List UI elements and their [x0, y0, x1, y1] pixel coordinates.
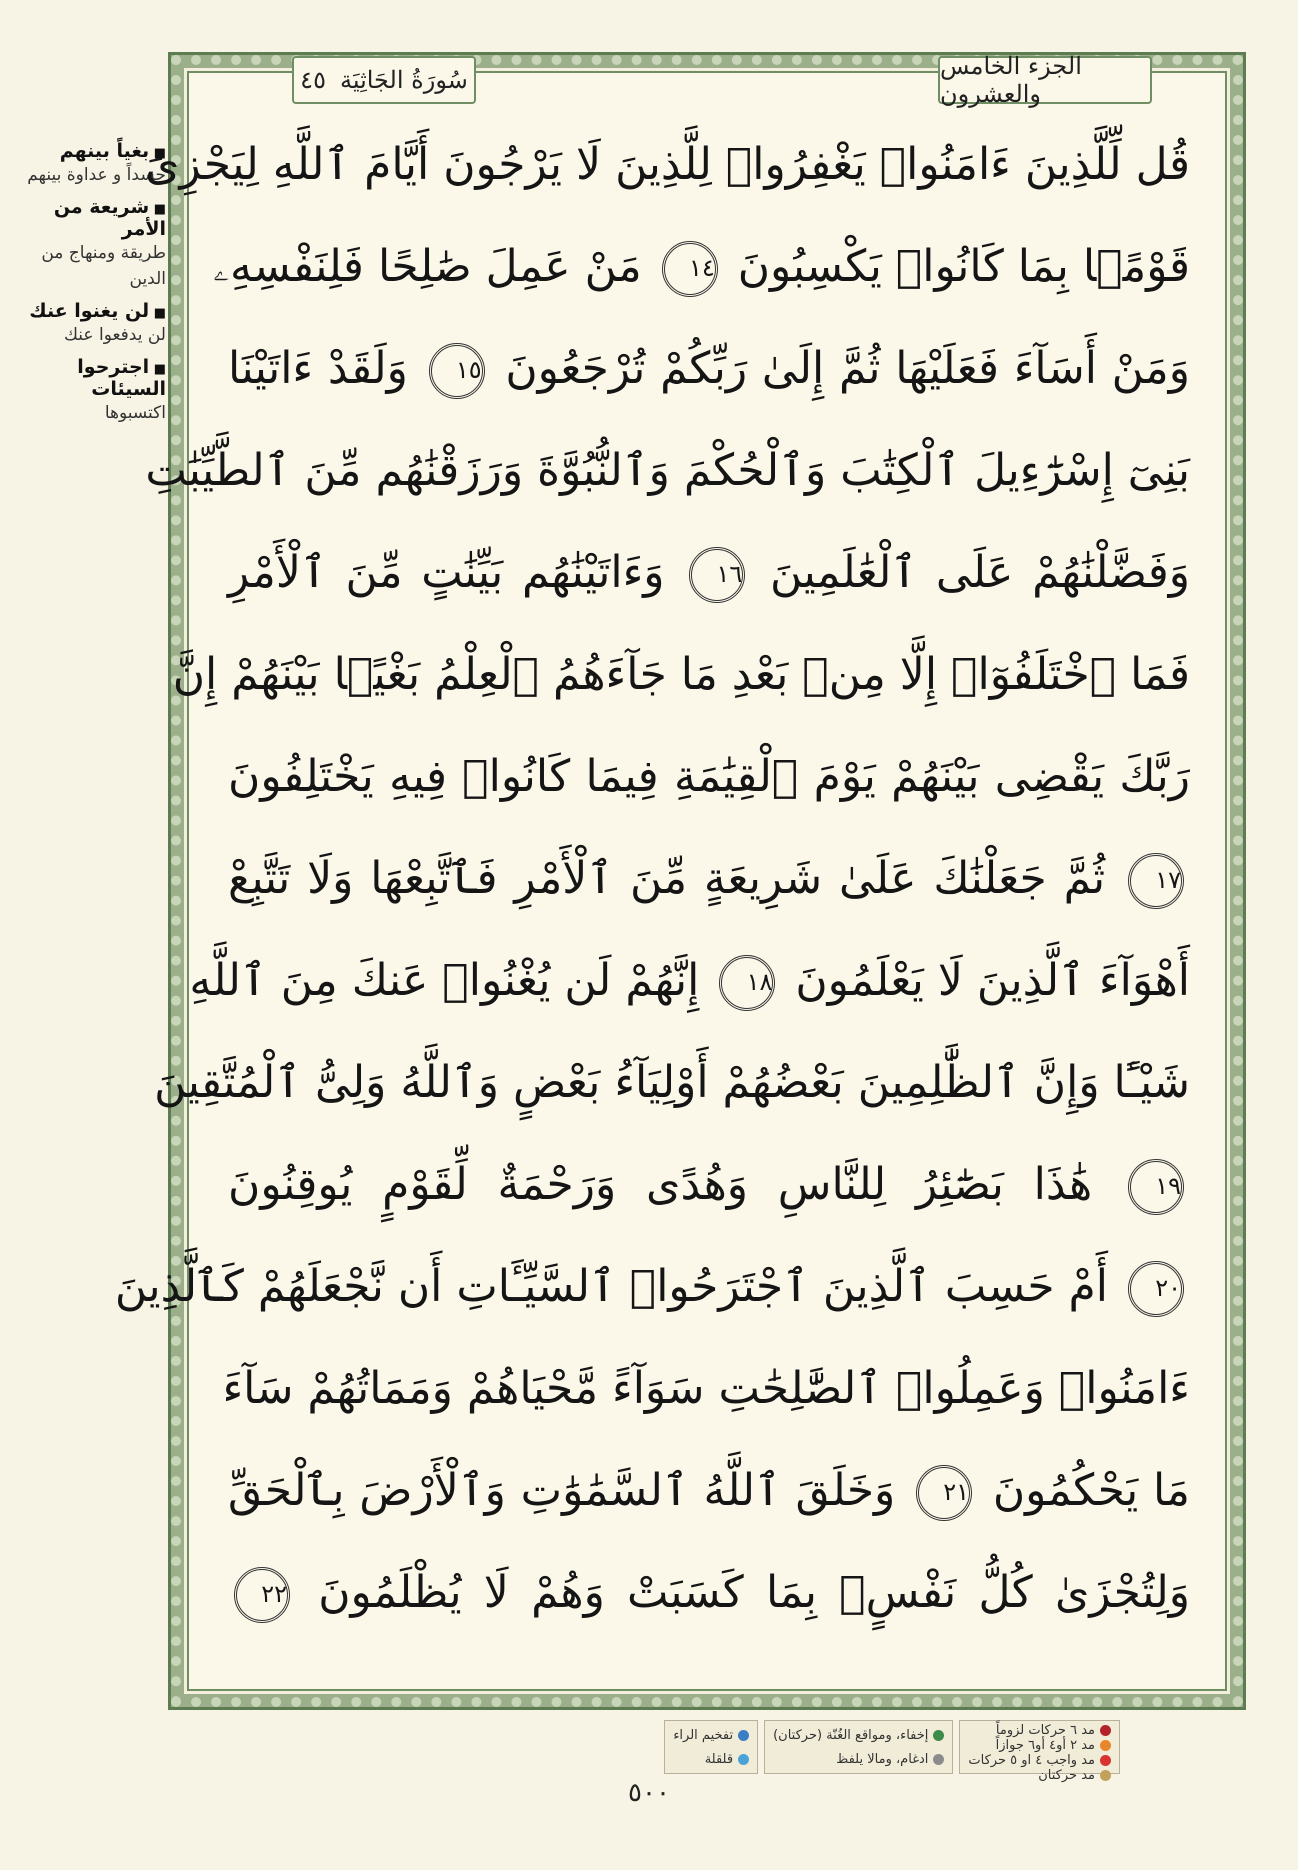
text-line: وَفَضَّلْنَٰهُمْ عَلَى ٱلْعَٰلَمِينَ ١٦ وَءَاتَيْنَٰهُم بَيِّنَٰتٍ مِّنَ ٱلْأَمْرِ	[228, 530, 1190, 616]
legend-item: مد واجب ٤ او ٥ حركات	[968, 1753, 1111, 1768]
note-gloss: اكتسبوها	[104, 403, 166, 423]
text-line: قُل لِّلَّذِينَ ءَامَنُوا۟ يَغْفِرُوا۟ لِلَّذِينَ لَا يَرْجُونَ أَيَّامَ ٱللَّهِ لِيَجْزِىَ	[145, 139, 1190, 190]
text-line: أَهْوَآءَ ٱلَّذِينَ لَا يَعْلَمُونَ ١٨ إِنَّهُمْ لَن يُغْنُوا۟ عَنكَ مِنَ ٱللَّهِ	[228, 938, 1190, 1024]
color-dot-icon	[933, 1754, 944, 1765]
color-dot-icon	[738, 1754, 749, 1765]
color-dot-icon	[1100, 1755, 1111, 1766]
legend-item: تفخيم الراء	[673, 1728, 749, 1743]
legend-box-madd	[959, 1720, 1120, 1783]
ayah-number-marker: ١٩	[1128, 1159, 1184, 1215]
margin-note	[10, 300, 166, 348]
juz-name: الجزء الخامس والعشرون	[940, 52, 1082, 108]
note-term: ■ بغياً بينهم	[10, 140, 166, 162]
margin-notes	[10, 140, 166, 434]
text-line: رَبَّكَ يَقْضِى بَيْنَهُمْ يَوْمَ ٱلْقِيَٰمَةِ فِيمَا كَانُوا۟ فِيهِ يَخْتَلِفُونَ	[228, 751, 1190, 802]
ayah-number-marker: ٢٠	[1128, 1261, 1184, 1317]
text-line: ٢٠ أَمْ حَسِبَ ٱلَّذِينَ ٱجْتَرَحُوا۟ ٱلسَّيِّـَٔاتِ أَن نَّجْعَلَهُمْ كَٱلَّذِينَ	[228, 1244, 1190, 1330]
note-term: ■ شريعة من الأمر	[10, 196, 166, 240]
note-term: ■ لن يغنوا عنك	[10, 300, 166, 322]
margin-note	[10, 140, 166, 188]
note-gloss: حسداً و عداوة بينهم	[27, 165, 166, 185]
text-line: مَا يَحْكُمُونَ ٢١ وَخَلَقَ ٱللَّهُ ٱلسَّمَٰوَٰتِ وَٱلْأَرْضَ بِٱلْحَقِّ	[228, 1448, 1190, 1534]
margin-note	[10, 356, 166, 426]
legend-box-ghunna	[764, 1720, 953, 1774]
legend-item: مد ٢ أو٤ أو٦ جوازاً	[968, 1738, 1111, 1753]
legend-box-tafkheem	[664, 1720, 758, 1774]
legend-item: إخفاء، ومواقع الغُنّة (حركتان)	[773, 1728, 944, 1743]
ayah-number-marker: ٢١	[916, 1465, 972, 1521]
ayah-number-marker: ١٥	[429, 343, 485, 399]
surah-header	[292, 56, 476, 104]
ayah-number-marker: ١٤	[662, 241, 718, 297]
color-dot-icon	[933, 1730, 944, 1741]
tajweed-legend	[400, 1720, 1120, 1783]
note-gloss: لن يدفعوا عنك	[63, 325, 166, 345]
page-number: ٥٠٠	[628, 1778, 670, 1808]
text-line: ءَامَنُوا۟ وَعَمِلُوا۟ ٱلصَّٰلِحَٰتِ سَوَآءً مَّحْيَاهُمْ وَمَمَاتُهُمْ سَآءَ	[222, 1363, 1190, 1414]
legend-item: مد ٦ حركات لزوماً	[968, 1723, 1111, 1738]
note-term: ■ اجترحوا السيئات	[10, 356, 166, 400]
margin-note	[10, 196, 166, 292]
text-line: بَنِىٓ إِسْرَٰٓءِيلَ ٱلْكِتَٰبَ وَٱلْحُكْمَ وَٱلنُّبُوَّةَ وَرَزَقْنَٰهُم مِّنَ ٱلطَّيِّبَٰتِ	[145, 445, 1190, 496]
ayah-number-marker: ١٨	[719, 955, 775, 1011]
text-line: شَيْـًٔا وَإِنَّ ٱلظَّٰلِمِينَ بَعْضُهُمْ أَوْلِيَآءُ بَعْضٍ وَٱللَّهُ وَلِىُّ ٱلْمُتَّقِينَ	[154, 1057, 1190, 1108]
note-gloss: طريقة ومنهاج من الدين	[41, 243, 166, 289]
text-line: وَمَنْ أَسَآءَ فَعَلَيْهَا ثُمَّ إِلَىٰ رَبِّكُمْ تُرْجَعُونَ ١٥ وَلَقَدْ ءَاتَيْنَا	[228, 326, 1190, 412]
color-dot-icon	[738, 1730, 749, 1741]
legend-item: مد حركتان	[968, 1768, 1111, 1783]
legend-item: قلقلة	[673, 1752, 749, 1767]
ayah-number-marker: ١٦	[689, 547, 745, 603]
color-dot-icon	[1100, 1740, 1111, 1751]
legend-item: ادغام، ومالا يلفظ	[773, 1752, 944, 1767]
text-line: فَمَا ٱخْتَلَفُوٓا۟ إِلَّا مِنۢ بَعْدِ مَا جَآءَهُمُ ٱلْعِلْمُ بَغْيًۢا بَيْنَهُمْ إِنَّ	[172, 649, 1190, 700]
text-line: قَوْمًۢا بِمَا كَانُوا۟ يَكْسِبُونَ ١٤ مَنْ عَمِلَ صَٰلِحًا فَلِنَفْسِهِۦ	[228, 224, 1190, 310]
text-line: وَلِتُجْزَىٰ كُلُّ نَفْسٍۭ بِمَا كَسَبَتْ وَهُمْ لَا يُظْلَمُونَ ٢٢	[228, 1550, 1190, 1636]
text-line: ١٧ ثُمَّ جَعَلْنَٰكَ عَلَىٰ شَرِيعَةٍ مِّنَ ٱلْأَمْرِ فَٱتَّبِعْهَا وَلَا تَتَّبِعْ	[228, 836, 1190, 922]
text-line: ١٩ هَٰذَا بَصَٰٓئِرُ لِلنَّاسِ وَهُدًى وَرَحْمَةٌ لِّقَوْمٍ يُوقِنُونَ	[228, 1142, 1190, 1228]
color-dot-icon	[1100, 1725, 1111, 1736]
surah-name: سُورَةُ الجَاثِيَة	[339, 66, 468, 94]
ayah-number-marker: ١٧	[1128, 853, 1184, 909]
juz-header	[938, 52, 1152, 108]
ayah-number-marker: ٢٢	[234, 1567, 290, 1623]
surah-number: ٤٥	[300, 66, 326, 94]
